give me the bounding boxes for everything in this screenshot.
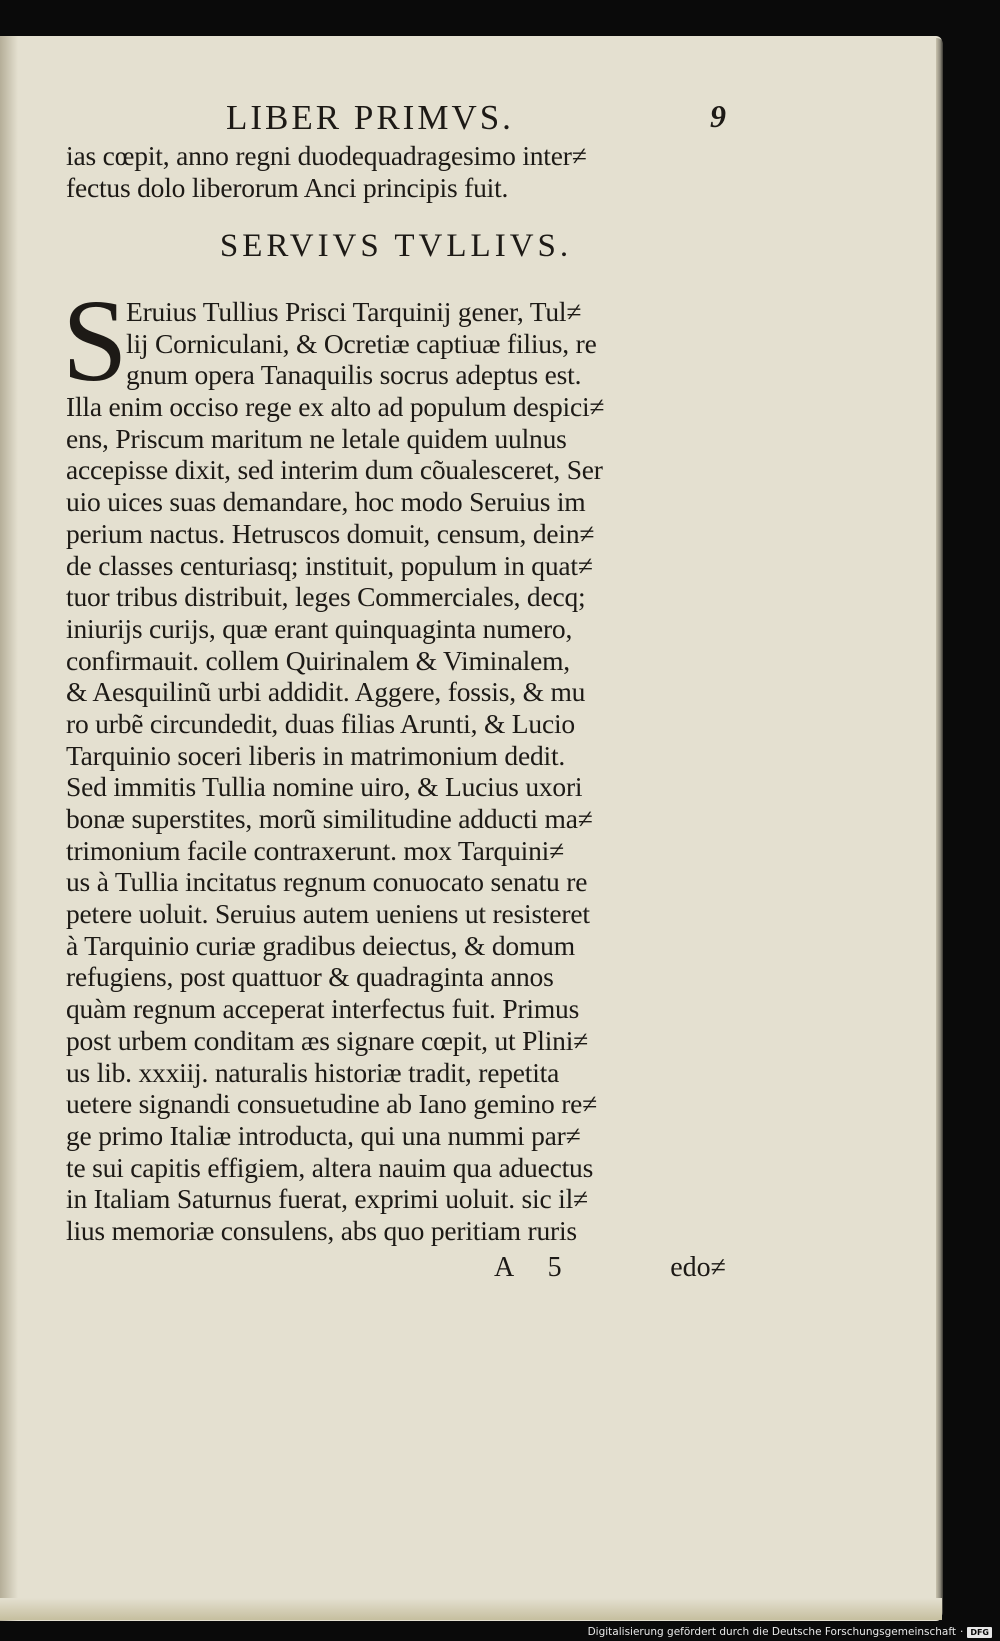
text-line: petere uoluit. Seruius autem ueniens ut resisteret <box>66 898 590 930</box>
text-line: Eruius Tullius Prisci Tarquinij gener, Tul≠ <box>126 296 582 327</box>
text-line: us à Tullia incitatus regnum conuocato senatu re <box>66 866 588 898</box>
text-line: trimonium facile contraxerunt. mox Tarquini≠ <box>66 834 564 866</box>
text-line: quàm regnum acceperat interfectus fuit. Primus <box>66 993 580 1025</box>
drop-cap: S <box>62 275 128 406</box>
text-line: iniurijs curijs, quæ erant quinquaginta numero, <box>66 612 573 644</box>
text-line: gnum opera Tanaquilis socrus adeptus est. <box>126 359 582 391</box>
digitization-credit: Digitalisierung gefördert durch die Deutsche Forschungsgemeinschaft · DFG <box>588 1625 992 1639</box>
text-line: confirmauit. collem Quirinalem & Viminalem, <box>66 644 570 676</box>
text-line: bonæ superstites, morũ similitudine adducti ma≠ <box>66 803 593 834</box>
text-line: à Tarquinio curiæ gradibus deiectus, & domum <box>66 929 575 961</box>
text-line: Tarquinio soceri liberis in matrimonium dedit. <box>66 739 566 771</box>
text-line: post urbem conditam æs signare cœpit, ut Plini≠ <box>66 1024 589 1056</box>
text-line: ro urbẽ circundedit, duas filias Arunti, & Lucio <box>66 707 575 739</box>
text-line: Illa enim occiso rege ex alto ad populum despici≠ <box>66 391 605 423</box>
text-line: lij Corniculani, & Ocretiæ captiuæ filius, re <box>126 327 597 359</box>
running-head <box>66 98 726 144</box>
text-line: uetere signandi consuetudine ab Iano gemino re≠ <box>66 1088 598 1120</box>
gutter-shadow <box>0 36 18 1621</box>
signature-mark: A 5 <box>494 1252 576 1283</box>
text-line: lius memoriæ consulens, abs quo peritiam ruris <box>66 1214 577 1246</box>
text-line: accepisse dixit, sed interim dum cõualesceret, Ser <box>66 454 603 486</box>
text-line: in Italiam Saturnus fuerat, exprimi uoluit. sic il≠ <box>66 1183 588 1215</box>
chapter-body <box>66 296 726 1247</box>
folio-number: 9 <box>710 98 726 134</box>
text-line: ias cœpit, anno regni duodequadragesimo inter≠ <box>66 140 587 171</box>
dfg-logo: DFG <box>967 1627 992 1638</box>
page-footer-catchwords <box>66 1252 726 1286</box>
catchword: edo≠ <box>670 1252 726 1283</box>
page-edge <box>936 38 943 1618</box>
text-line: fectus dolo liberorum Anci principis fuit. <box>66 171 509 203</box>
text-line: tuor tribus distribuit, leges Commerciales, decq; <box>66 581 586 613</box>
text-line: uio uices suas demandare, hoc modo Seruius im <box>66 486 586 518</box>
page-bottom-stain <box>0 1598 942 1620</box>
credit-text: Digitalisierung gefördert durch die Deutsche Forschungsgemeinschaft <box>587 1626 956 1638</box>
text-line: te sui capitis effigiem, altera nauim qua aduectus <box>66 1151 594 1183</box>
text-line: & Aesquilinũ urbi addidit. Aggere, fossis, & mu <box>66 676 586 708</box>
running-head-title: LIBER PRIMVS. <box>226 98 514 137</box>
previous-chapter-ending <box>66 140 726 203</box>
text-line: Sed immitis Tullia nomine uiro, & Lucius uxori <box>66 771 583 803</box>
text-line: ens, Priscum maritum ne letale quidem uulnus <box>66 422 567 454</box>
text-line: de classes centuriasq; instituit, populum in quat≠ <box>66 549 593 581</box>
text-line: us lib. xxxiij. naturalis historiæ tradit, repetita <box>66 1056 560 1088</box>
chapter-title: SERVIVS TVLLIVS. <box>219 228 573 264</box>
text-line: refugiens, post quattuor & quadraginta annos <box>66 961 554 993</box>
text-line: ge primo Italiæ introducta, qui una nummi par≠ <box>66 1119 581 1151</box>
text-line: perium nactus. Hetruscos domuit, censum, dein≠ <box>66 517 595 549</box>
